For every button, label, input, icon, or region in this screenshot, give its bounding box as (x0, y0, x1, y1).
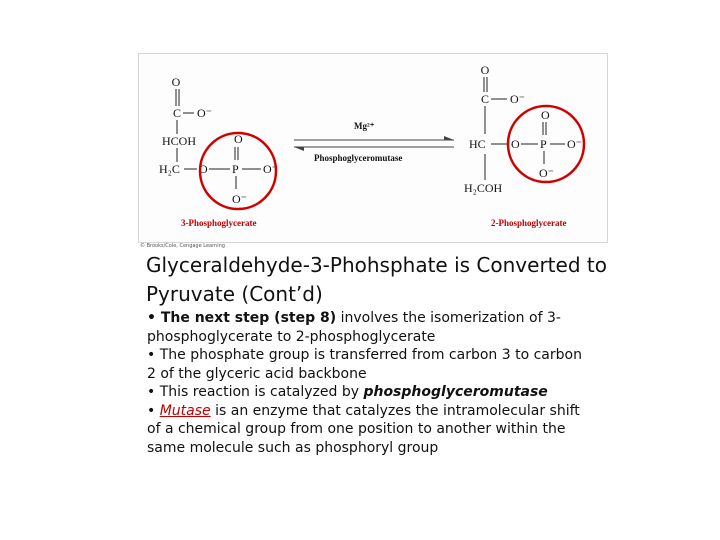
bullet-1-bold: • The next step (step 8) (147, 310, 337, 326)
right-o-minus: O⁻ (510, 92, 525, 106)
right-h2coh: H₂COH (464, 181, 503, 195)
cofactor-label: Mg²⁺ (354, 121, 375, 131)
bullet-list (147, 309, 587, 457)
bullet-item-2: • The phosphate group is transferred from carbon 3 to carbon 2 of the glyceric acid backbone (147, 347, 582, 382)
right-p-o-top: O (541, 108, 550, 122)
bullet-3-emphasis: phosphoglyceromutase (363, 384, 548, 400)
left-c1: C (172, 106, 182, 120)
left-p: P (232, 162, 239, 176)
reaction-figure (138, 53, 608, 243)
right-hc: HC (469, 137, 486, 151)
left-carboxyl-o: O (171, 75, 181, 89)
right-molecule-label: 2-Phosphoglycerate (491, 218, 567, 228)
bullet-1-text: involves the isomerization of 3-phosphoglycerate to 2-phosphoglycerate (147, 310, 561, 345)
slide-title: Glyceraldehyde-3-Phohsphate is Converted to Pyruvate (Cont’d) (146, 253, 607, 306)
left-p-o-minus-bottom: O⁻ (232, 192, 247, 206)
bullet-item-4 (147, 402, 587, 458)
enzyme-label: Phosphoglyceromutase (314, 153, 403, 163)
left-molecule-label: 3-Phosphoglycerate (181, 218, 257, 228)
bullet-4-marker: • (147, 402, 160, 419)
left-p-o-minus-right: O⁻ (263, 162, 278, 176)
right-carboxyl-o: O (480, 63, 490, 77)
left-h2c: H₂C (159, 162, 180, 176)
left-p-o-top: O (234, 132, 243, 146)
right-bridge-o: O (511, 137, 520, 151)
left-bridge-o: O (199, 162, 208, 176)
bullet-4-text: is an enzyme that catalyzes the intramolecular shift of a chemical group from one position to another within the same molecule such as phosphoryl group (147, 402, 580, 456)
bullet-item-1 (147, 309, 587, 346)
bullet-3-text: • This reaction is catalyzed by (147, 384, 364, 400)
left-o-minus: O⁻ (197, 106, 212, 120)
mutase-link[interactable]: Mutase (159, 402, 211, 419)
figure-credit: © Brooks/Cole, Cengage Learning (140, 243, 225, 249)
right-p: P (540, 137, 547, 151)
right-p-o-minus-right: O⁻ (567, 137, 582, 151)
reaction-diagram (139, 54, 607, 242)
right-c1: C (480, 92, 490, 106)
right-p-o-minus-bottom: O⁻ (539, 166, 554, 180)
left-hcoh: HCOH (162, 134, 197, 148)
bullet-item-3 (147, 383, 587, 402)
